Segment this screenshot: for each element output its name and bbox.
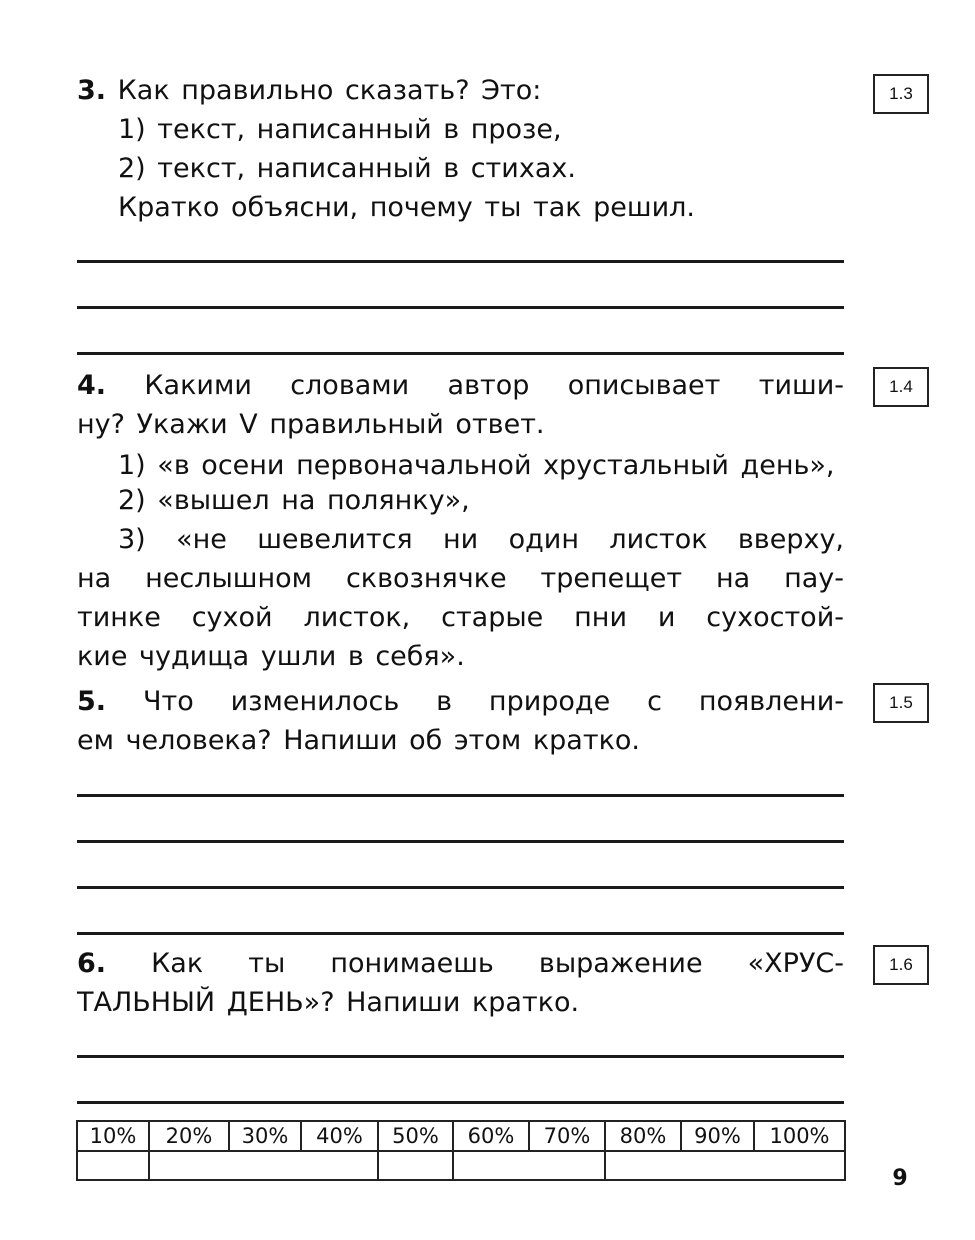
- score-cell-q2[interactable]: [149, 1151, 378, 1180]
- q5-text-1: Что изменилось в природе с появлени-: [142, 686, 844, 717]
- answer-line-q3-3[interactable]: [77, 352, 844, 355]
- q4-line1: [77, 372, 844, 399]
- q4-text-1: Какими словами автор описывает тиши-: [144, 370, 844, 401]
- q5-line2: ем человека? Напиши об этом кратко.: [77, 725, 640, 756]
- answer-line-q3-2[interactable]: [77, 306, 844, 309]
- q3-instruction: Кратко объясни, почему ты так решил.: [118, 192, 695, 223]
- q3-skill-code: 1.3: [873, 74, 929, 114]
- progress-label: 80%: [605, 1121, 681, 1151]
- q3-option-2: 2) текст, написанный в стихах.: [118, 153, 576, 184]
- progress-label: 90%: [681, 1121, 754, 1151]
- q3-number: 3.: [77, 75, 107, 106]
- q4-option-3-line2: на неслышном сквознячке трепещет на пау-: [77, 563, 844, 594]
- answer-line-q5-3[interactable]: [77, 886, 844, 889]
- q5-skill-code: 1.5: [873, 683, 929, 723]
- q4-option-3-line4: кие чудища ушли в себя».: [77, 641, 465, 672]
- score-cell-q3[interactable]: [378, 1151, 453, 1180]
- answer-line-q5-2[interactable]: [77, 840, 844, 843]
- answer-line-q5-4[interactable]: [77, 932, 844, 935]
- q6-number: 6.: [77, 948, 107, 979]
- score-cell-q4[interactable]: [453, 1151, 605, 1180]
- progress-label: 100%: [754, 1121, 845, 1151]
- q3-text: Как правильно сказать? Это:: [117, 75, 542, 106]
- progress-table: [76, 1120, 846, 1181]
- q6-skill-code: 1.6: [873, 945, 929, 985]
- answer-line-q5-1[interactable]: [77, 794, 844, 797]
- answer-line-q6-2[interactable]: [77, 1101, 844, 1104]
- answer-line-q6-1[interactable]: [77, 1055, 844, 1058]
- progress-label: 30%: [229, 1121, 301, 1151]
- q4-option-3-line3: тинке сухой листок, старые пни и сухостой-: [77, 602, 844, 633]
- q6-line1: [77, 950, 844, 977]
- progress-label: 20%: [149, 1121, 229, 1151]
- q4-option-1[interactable]: 1) «в осени первоначальной хрустальный день»,: [118, 450, 835, 481]
- progress-label: 60%: [453, 1121, 529, 1151]
- q6-line2: ТАЛЬНЫЙ ДЕНЬ»? Напиши кратко.: [77, 987, 580, 1018]
- q4-skill-code: 1.4: [873, 367, 929, 407]
- progress-score-row: [77, 1151, 845, 1180]
- answer-line-q3-1[interactable]: [77, 260, 844, 263]
- q3-line1: [77, 77, 844, 104]
- q5-number: 5.: [77, 686, 107, 717]
- q4-number: 4.: [77, 370, 107, 401]
- q4-line2: ну? Укажи V правильный ответ.: [77, 409, 545, 440]
- progress-label: 10%: [77, 1121, 149, 1151]
- progress-label: 40%: [301, 1121, 378, 1151]
- progress-label: 70%: [529, 1121, 605, 1151]
- q6-text-1: Как ты понимаешь выражение «ХРУС-: [151, 948, 844, 979]
- progress-label: 50%: [378, 1121, 453, 1151]
- score-cell-q1[interactable]: [77, 1151, 149, 1180]
- progress-labels-row: [77, 1121, 845, 1151]
- q4-option-2[interactable]: 2) «вышел на полянку»,: [118, 485, 470, 516]
- q3-option-1: 1) текст, написанный в прозе,: [118, 114, 562, 145]
- score-cell-q5[interactable]: [605, 1151, 845, 1180]
- page-number: 9: [892, 1166, 908, 1191]
- q4-option-3-line1[interactable]: 3) «не шевелится ни один листок вверху,: [118, 524, 844, 555]
- q5-line1: [77, 688, 844, 715]
